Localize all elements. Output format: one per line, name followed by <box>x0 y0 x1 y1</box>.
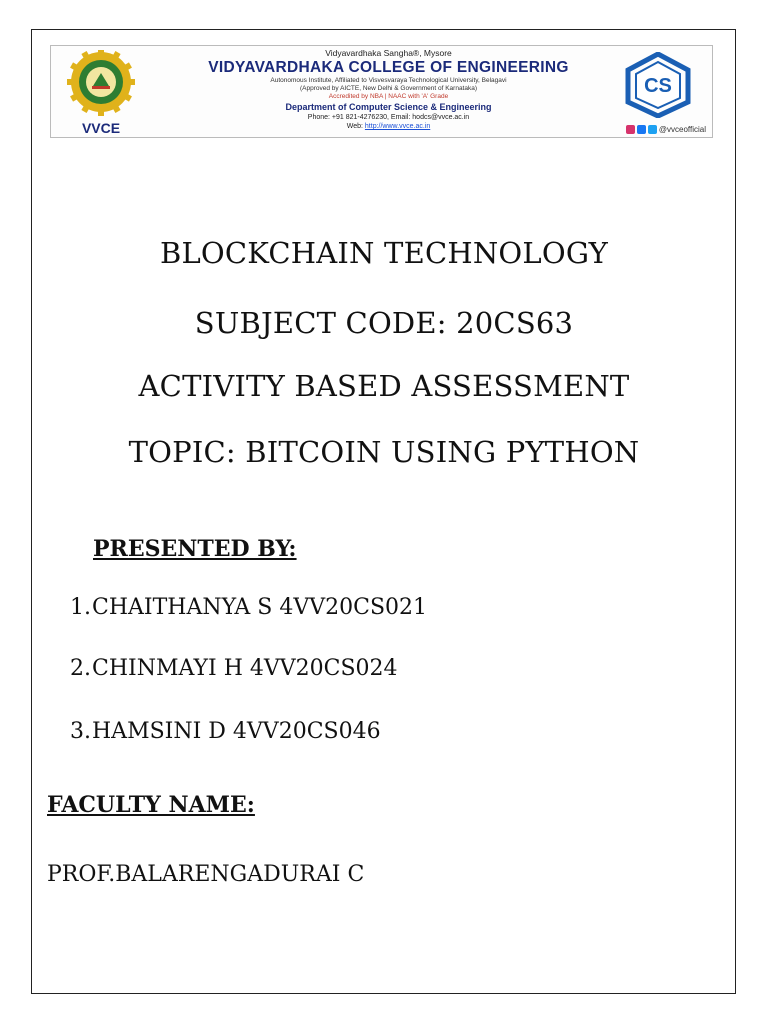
web-line <box>161 122 616 131</box>
course-title: BLOCKCHAIN TECHNOLOGY <box>159 236 609 270</box>
department-line: Department of Computer Science & Engineering <box>285 102 492 112</box>
college-letterhead-banner <box>50 45 713 138</box>
faculty-heading: FACULTY NAME: <box>47 792 255 818</box>
assessment-title: ACTIVITY BASED ASSESSMENT <box>138 369 630 403</box>
page-border <box>31 29 736 994</box>
approval-line: (Approved by AICTE, New Delhi & Government of Karnataka) <box>299 85 478 92</box>
member-name: HAMSINI D 4VV20CS046 <box>92 719 381 744</box>
letterhead-text <box>161 48 616 131</box>
cs-logo-icon <box>612 52 704 118</box>
member-list-item <box>70 719 381 744</box>
member-number: 2. <box>70 656 91 681</box>
sangha-line: Vidyavardhaka Sangha®, Mysore <box>325 48 452 58</box>
twitter-icon[interactable] <box>648 125 657 134</box>
faculty-name: PROF.BALARENGADURAI C <box>47 862 365 887</box>
facebook-icon[interactable] <box>637 125 646 134</box>
instagram-icon[interactable] <box>626 125 635 134</box>
contact-line: Phone: +91 821-4276230, Email: hodcs@vvce.ac.in <box>307 114 470 121</box>
member-list-item <box>70 656 398 681</box>
subject-code: SUBJECT CODE: 20CS63 <box>194 306 574 340</box>
member-name: CHAITHANYA S 4VV20CS021 <box>92 595 428 620</box>
presented-by-heading: PRESENTED BY: <box>93 536 297 562</box>
college-emblem-icon <box>61 50 141 122</box>
member-list-item <box>70 595 427 620</box>
member-name: CHINMAYI H 4VV20CS024 <box>92 656 398 681</box>
affiliation-line: Autonomous Institute, Affiliated to Visvesvaraya Technological University, Belagavi <box>270 77 507 84</box>
member-number: 3. <box>70 719 91 744</box>
social-handle: @vvceofficial <box>658 125 706 134</box>
college-emblem <box>61 50 151 134</box>
college-name: VIDYAVARDHAKA COLLEGE OF ENGINEERING <box>208 59 569 76</box>
accreditation-line: Accredited by NBA | NAAC with 'A' Grade <box>328 93 449 100</box>
right-logo-text: CS <box>644 75 672 97</box>
web-label: Web: <box>346 123 363 130</box>
social-links <box>626 125 706 134</box>
member-number: 1. <box>70 595 91 620</box>
web-link[interactable]: http://www.vvce.ac.in <box>364 123 431 130</box>
cs-department-logo <box>612 52 704 118</box>
left-logo-text: VVCE <box>81 120 121 136</box>
topic-title: TOPIC: BITCOIN USING PYTHON <box>128 435 640 469</box>
